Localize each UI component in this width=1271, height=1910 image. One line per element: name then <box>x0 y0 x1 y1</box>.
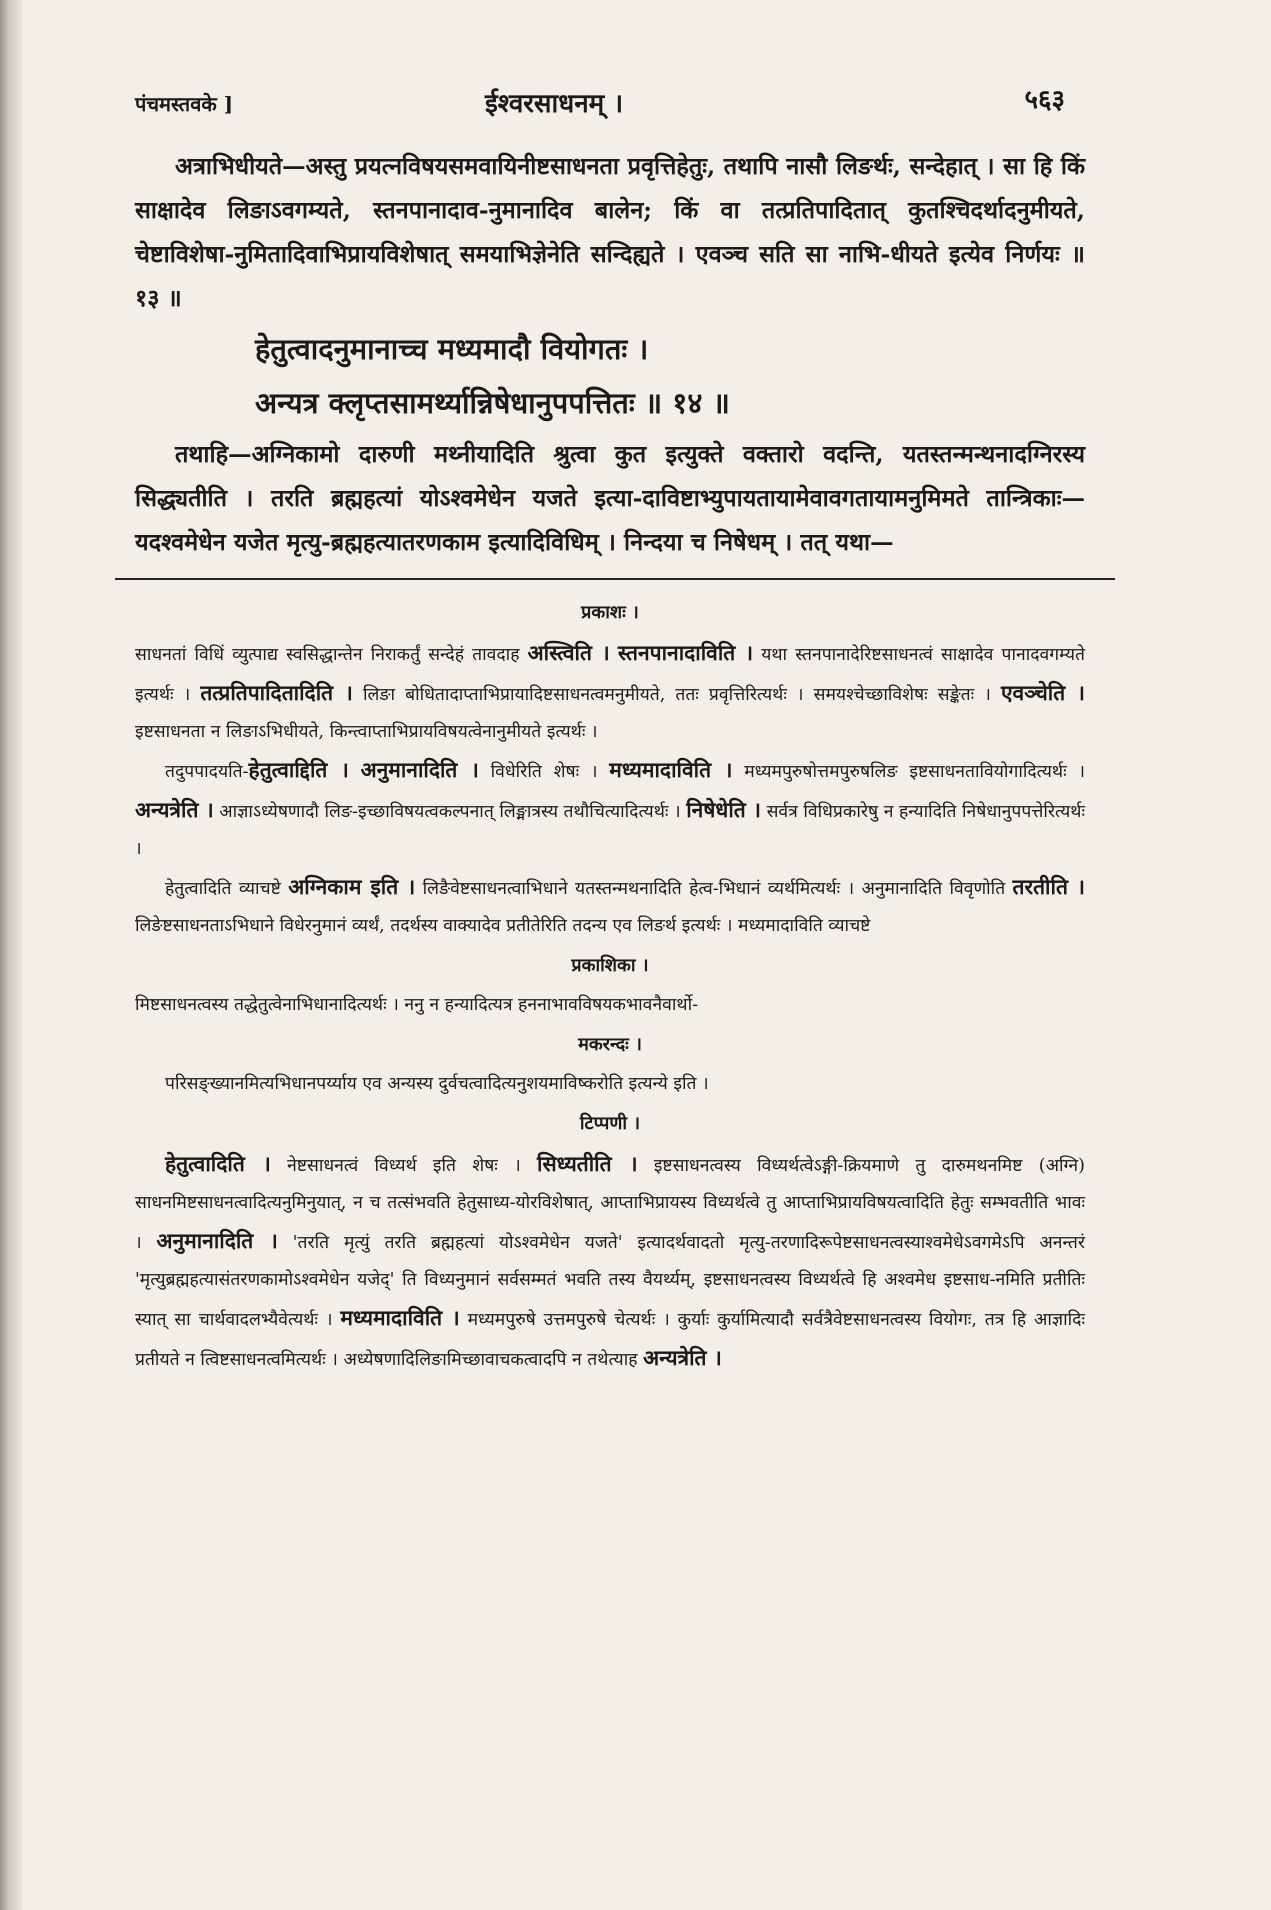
binding-edge <box>0 0 22 1910</box>
tippani-title: टिप्पणी । <box>579 1113 641 1134</box>
text-span: नेष्टसाधनत्वं विध्यर्थ इति शेषः । <box>287 1156 521 1176</box>
prakasha-paragraph-3 <box>135 868 1085 945</box>
prakasha-paragraph-1 <box>135 634 1085 751</box>
text-span: इष्टसाधनत्वस्य विध्यर्थत्वेऽङ्गी-क्रियमाणे तु दारुमथनमिष्ट (अग्नि) साधनमिष्टसाधनत्वादित्यनुमिनुयात्, न च तत्संभवति हेतुसाध्य-योरविशेषात्, आप्ताभिप्रायस्य विध्यर्थत्वे तु आप्ताभिप्रायविषयत्वादिति हेतुः सम्भवतीति भावः । <box>135 1156 1085 1253</box>
text-span: यथा स्तनपानादेरिष्टसाधनत्वं साक्षादेव पानादवगम्यते इत्यर्थः । <box>135 645 1085 705</box>
lemma: मध्यमादाविति । <box>609 757 733 782</box>
makaranda-title: मकरन्दः । <box>578 1034 642 1055</box>
running-head-left: पंचमस्तवके ] <box>135 92 234 116</box>
section-divider <box>115 578 1115 580</box>
lemma: हेतुत्वाद्दिति । <box>248 757 349 782</box>
lemma: हेतुत्वादिति । <box>165 1151 271 1176</box>
main-paragraph-2: तथाहि—अग्निकामो दारुणी मथ्नीयादिति श्रुत्वा कुत इत्युक्ते वक्तारो वदन्ति, यतस्तन्मन्थनादग्निरस्य सिद्ध्यतीति । तरति ब्रह्महत्यां योऽश्वमेधेन यजते इत्या-दाविष्टाभ्युपायतायामेवावगतायामनुमिमते तान्त्रिकाः—यदश्वमेधेन यजेत मृत्यु-ब्रह्महत्यातरणकाम इत्यादिविधिम् । निन्दया च निषेधम् । तत् यथा— <box>135 440 1085 556</box>
main-paragraph-1: अत्राभिधीयते—अस्तु प्रयत्नविषयसमवायिनीष्टसाधनता प्रवृत्तिहेतुः, तथापि नासौ लिङर्थः, सन्देहात् । सा हि किं साक्षादेव लिङाऽवगम्यते, स्तनपानादाव-नुमानादिव बालेन; किं वा तत्प्रतिपादितात् कुतश्चिदर्थादनुमीयते, चेष्टाविशेषा-नुमितादिवाभिप्रायविशेषात् समयाभिज्ञेनेति सन्दिह्यते । एवञ्च सति सा नाभि-धीयते इत्येव निर्णयः ॥ १३ ॥ <box>135 152 1085 312</box>
lemma: अस्त्विति । <box>527 640 610 665</box>
lemma: अनुमानादिति । <box>156 1228 278 1253</box>
lemma: अन्यत्रेति । <box>643 1345 722 1370</box>
prakasha-paragraph-2 <box>135 751 1085 868</box>
text-span: मध्यमपुरुषोत्तमपुरुषलिङ इष्टसाधनतावियोगादित्यर्थः । <box>744 762 1086 782</box>
text-span: आज्ञाऽध्येषणादौ लिङ-इच्छाविषयत्वकल्पनात् लिङ्मात्रस्य तथौचित्यादित्यर्थः । <box>219 802 681 822</box>
lemma: मध्यमादाविति । <box>340 1305 460 1330</box>
lemma: तत्प्रतिपादितादिति । <box>200 680 353 705</box>
page-header <box>135 80 1085 130</box>
lemma: तरतीति । <box>1012 874 1085 899</box>
lemma: अनुमानादिति । <box>360 757 479 782</box>
verse-karika-14 <box>135 322 1085 430</box>
main-text <box>135 144 1085 564</box>
text-span: लिङा बोधितादाप्ताभिप्रायादिष्टसाधनत्वमनुमीयते, ततः प्रवृत्तिरित्यर्थः । समयश्चेच्छाविशेषः सङ्केतः । <box>362 685 991 705</box>
verse-line-1: हेतुत्वादनुमानाच्च मध्यमादौ वियोगतः । <box>255 332 649 366</box>
prakashika-paragraph: मिष्टसाधनत्वस्य तद्धेतुत्वेनाभिधानादित्यर्थः । ननु न हन्यादित्यत्र हननाभावविषयकभावनैवार्थो- <box>135 995 699 1015</box>
verse-line-2: अन्यत्र क्लृप्तसामर्थ्यान्निषेधानुपपत्तितः ॥ १४ ॥ <box>255 386 730 420</box>
lemma: एवञ्चेति । <box>1000 680 1085 705</box>
makaranda-paragraph: परिसङ्ख्यानमित्यभिधानपर्य्याय एव अन्यस्य दुर्वचत्वादित्यनुशयमाविष्करोति इत्यन्ये इति । <box>165 1074 709 1094</box>
lemma: सिध्यतीति । <box>537 1151 638 1176</box>
lemma: निषेधेति । <box>686 797 762 822</box>
lemma: अन्यत्रेति । <box>135 797 214 822</box>
page-number: ५६३ <box>1024 85 1065 115</box>
commentary-section <box>135 594 1085 1379</box>
book-page <box>135 80 1085 1379</box>
prakashika-title: प्रकाशिका । <box>571 955 649 976</box>
text-span: लिङेष्टसाधनताऽभिधाने विधेरनुमानं व्यर्थं, तदर्थस्य वाक्यादेव प्रतीतेरिति तदन्य एव लिङर्थ इत्यर्थः । मध्यमादाविति व्याचष्टे <box>135 916 871 936</box>
tippani-paragraph <box>135 1145 1085 1379</box>
lemma: स्तनपानादाविति । <box>617 640 754 665</box>
text-span: मध्यमपुरुषे उत्तमपुरुषे चेत्यर्थः । कुर्याः कुर्यामित्यादौ सर्वत्रैवेष्टसाधनत्वस्य वियोगः, तत्र हि आज्ञादिः प्रतीयते न त्विष्टसाधनत्वमित्यर्थः । अध्येषणादिलिङामिच्छावाचकत्वादपि न तथेत्याह <box>135 1310 1085 1370</box>
text-span: विधेरिति शेषः । <box>490 762 598 782</box>
text-span: लिङैवेष्टसाधनत्वाभिधाने यतस्तन्मथनादिति हेत्व-भिधानं व्यर्थमित्यर्थः । अनुमानादिति विवृणोति <box>422 879 1006 899</box>
text-span: इष्टसाधनता न लिङाऽभिधीयते, किन्त्वाप्ताभिप्रायविषयत्वेनानुमीयते इत्यर्थः । <box>135 722 598 742</box>
text-span: सर्वत्र विधिप्रकारेषु न हन्यादिति निषेधानुपपत्तेरित्यर्थः । <box>135 802 1085 859</box>
text-span: 'तरति मृत्युं तरति ब्रह्महत्यां योऽश्वमेधेन यजते' इत्यादर्थवादतो मृत्यु-तरणादिरूपेष्टसाधनत्वस्याश्वमेधेऽवगमेऽपि अनन्तरं 'मृत्युब्रह्महत्यासंतरणकामोऽश्वमेधेन यजेद्' ति विध्यनुमानं सर्वसम्मतं भवति तस्य वैयर्थ्यम्, इष्टसाधनत्वस्य विध्यर्थत्वे हि अश्वमेध इष्टसाध-नमिति प्रतीतिः स्यात् सा चार्थवादलभ्यैवेत्यर्थः । <box>135 1233 1085 1330</box>
running-head-title: ईश्वरसाधनम् । <box>485 89 624 119</box>
text-span: तदुपपादयति- <box>165 762 249 782</box>
text-span: साधनतां विधिं व्युत्पाद्य स्वसिद्धान्तेन निराकर्तुं सन्देहं तावदाह <box>135 645 520 665</box>
prakasha-title: प्रकाशः । <box>581 602 639 623</box>
lemma: अग्निकाम इति । <box>288 874 416 899</box>
text-span: हेतुत्वादिति व्याचष्टे <box>165 879 281 899</box>
